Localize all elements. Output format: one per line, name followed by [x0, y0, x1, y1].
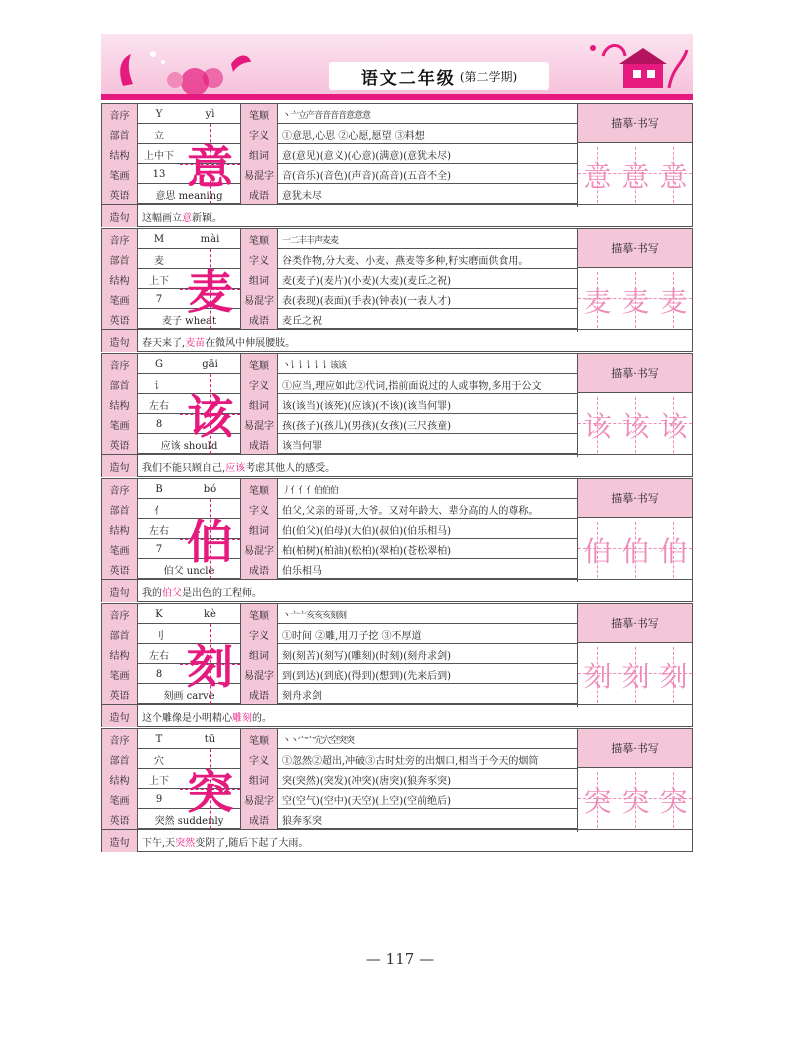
- row-value: 意思 meaning: [155, 190, 223, 202]
- card-row: [102, 229, 577, 249]
- row-label: 英语: [102, 309, 138, 329]
- field-label: 笔顺: [240, 604, 278, 624]
- sentence-text: 变阴了,随后下起了大雨。: [195, 837, 309, 849]
- grid-line: [673, 397, 674, 453]
- sentence-highlight: 意: [182, 212, 192, 224]
- row-value: bó: [203, 483, 217, 495]
- field-label: 组词: [240, 769, 278, 789]
- row-label: 笔画: [102, 289, 138, 309]
- big-character: [180, 499, 240, 579]
- grid-line: [597, 147, 598, 203]
- field-value: 刻舟求剑: [282, 690, 322, 702]
- card-row: [102, 269, 577, 289]
- field-value: 到(到达)(到底)(得到)(想到)(先来后到): [282, 670, 452, 682]
- field-label: 字义: [240, 124, 278, 144]
- sentence-text: 我的: [142, 587, 162, 599]
- field-value: 突(突然)(突发)(冲突)(唐突)(狼奔豕突): [282, 775, 452, 787]
- sentence-text: 我们不能只顾自己,: [142, 462, 226, 474]
- field-value: 丶亠立产音音音音意意意: [282, 110, 371, 121]
- row-label: 造句: [102, 830, 138, 852]
- card-row: [102, 374, 577, 394]
- practice-character: 麦: [659, 285, 688, 318]
- field-label: 笔顺: [240, 479, 278, 499]
- row-label: 音序: [102, 729, 138, 749]
- practice-header: 描摹·书写: [577, 229, 692, 268]
- grid-line: [673, 772, 674, 828]
- house-decoration-icon: [583, 36, 693, 96]
- row-value: 左右: [149, 650, 169, 662]
- card-row: [102, 104, 577, 124]
- row-label: 音序: [102, 104, 138, 124]
- practice-area: [577, 518, 692, 582]
- practice-area: [577, 393, 692, 457]
- sentence-row: [102, 329, 692, 351]
- row-value: 刂: [154, 630, 164, 642]
- practice-character: 麦: [583, 285, 612, 318]
- character-glyph: 该: [187, 390, 233, 444]
- field-value: 空(空气)(空中)(天空)(上空)(空前绝后): [282, 795, 452, 807]
- field-value: 丶丶宀宀宂穴空突突: [282, 735, 355, 746]
- big-character: [180, 249, 240, 329]
- row-label: 造句: [102, 330, 138, 352]
- field-label: 组词: [240, 394, 278, 414]
- grid-line: [597, 397, 598, 453]
- big-character: [180, 374, 240, 454]
- grid-line: [597, 647, 598, 703]
- practice-character: 伯: [659, 535, 688, 568]
- row-value: T: [155, 733, 163, 745]
- character-card: [101, 353, 693, 477]
- field-value: 刻(刻苦)(刻写)(雕刻)(时刻)(刻舟求剑): [282, 650, 452, 662]
- field-label: 易混字: [240, 789, 278, 809]
- practice-character: 突: [659, 785, 688, 818]
- page-subtitle: (第二学期): [459, 69, 518, 84]
- row-value: mài: [200, 233, 220, 245]
- card-row: [102, 624, 577, 644]
- row-label: 音序: [102, 354, 138, 374]
- sentence-text: 春天来了,: [142, 337, 186, 349]
- row-label: 结构: [102, 769, 138, 789]
- field-label: 易混字: [240, 289, 278, 309]
- field-label: 字义: [240, 749, 278, 769]
- field-value: 柏(柏树)(柏油)(松柏)(翠柏)(苍松翠柏): [282, 545, 452, 557]
- card-row: [102, 664, 577, 684]
- row-label: 英语: [102, 559, 138, 579]
- grid-line: [597, 272, 598, 328]
- practice-character: 突: [621, 785, 650, 818]
- field-value: ①意思,心思 ②心愿,愿望 ③料想: [282, 130, 425, 142]
- card-row: [102, 184, 577, 204]
- sentence-highlight: 突然: [175, 837, 196, 849]
- field-value: 麦(麦子)(麦片)(小麦)(大麦)(麦丘之祝): [282, 275, 452, 287]
- row-label: 部首: [102, 624, 138, 644]
- practice-area: [577, 768, 692, 832]
- grid-line: [635, 272, 636, 328]
- field-label: 组词: [240, 519, 278, 539]
- title-box: [329, 62, 549, 90]
- grid-line: [635, 522, 636, 578]
- field-label: 成语: [240, 309, 278, 329]
- field-label: 字义: [240, 624, 278, 644]
- card-row: [102, 309, 577, 329]
- field-value: 谷类作物,分大麦、小麦、燕麦等多种,籽实磨面供食用。: [282, 255, 529, 267]
- field-value: 意犹未尽: [282, 190, 322, 202]
- grid-line: [635, 397, 636, 453]
- row-value: 8: [155, 668, 163, 680]
- practice-character: 麦: [621, 285, 650, 318]
- sentence-row: [102, 704, 692, 726]
- row-value: 麦子 wheat: [161, 315, 217, 327]
- grid-line: [635, 647, 636, 703]
- practice-character: 意: [583, 160, 612, 193]
- practice-character: 刻: [659, 660, 688, 693]
- page-number: — 117 —: [365, 950, 435, 968]
- sentence-highlight: 伯父: [162, 587, 182, 599]
- card-row: [102, 289, 577, 309]
- sentence-text: 新颖。: [192, 212, 222, 224]
- sentence-text: 考虑其他人的感受。: [245, 462, 336, 474]
- practice-area: [577, 143, 692, 207]
- row-label: 英语: [102, 434, 138, 454]
- practice-character: 伯: [621, 535, 650, 568]
- card-row: [102, 414, 577, 434]
- row-value: 13: [152, 168, 166, 180]
- grid-line: [597, 772, 598, 828]
- field-value: ①时间 ②雕,用刀子挖 ③不厚道: [282, 630, 422, 642]
- field-value: 麦丘之祝: [282, 315, 322, 327]
- field-label: 笔顺: [240, 354, 278, 374]
- sentence-row: [102, 454, 692, 476]
- field-label: 成语: [240, 184, 278, 204]
- field-value: 伯乐相马: [282, 565, 322, 577]
- practice-header: 描摹·书写: [577, 729, 692, 768]
- field-value: 该当何罪: [282, 440, 322, 452]
- field-value: 表(表现)(表面)(手表)(钟表)(一表人才): [282, 295, 452, 307]
- row-value: 麦: [154, 255, 164, 267]
- grid-line: [673, 647, 674, 703]
- row-label: 部首: [102, 749, 138, 769]
- row-label: 英语: [102, 184, 138, 204]
- card-row: [102, 749, 577, 769]
- row-label: 结构: [102, 644, 138, 664]
- row-value: 左右: [149, 525, 169, 537]
- character-glyph: 麦: [187, 265, 233, 319]
- row-value: 8: [155, 418, 163, 430]
- sentence-row: [102, 204, 692, 226]
- row-value: 亻: [154, 505, 164, 517]
- row-label: 结构: [102, 144, 138, 164]
- row-value: K: [155, 608, 163, 620]
- header-band: [101, 94, 693, 100]
- row-value: 9: [155, 793, 163, 805]
- field-value: 该(该当)(该死)(应该)(不该)(该当何罪): [282, 400, 452, 412]
- character-glyph: 伯: [187, 515, 233, 569]
- sentence-row: [102, 829, 692, 851]
- card-row: [102, 479, 577, 499]
- grid-line: [673, 147, 674, 203]
- practice-header: 描摹·书写: [577, 604, 692, 643]
- row-value: gāi: [202, 358, 218, 370]
- card-row: [102, 559, 577, 579]
- sentence-text: 下午,天: [142, 837, 176, 849]
- row-label: 音序: [102, 604, 138, 624]
- card-row: [102, 684, 577, 704]
- field-value: ①忽然②超出,冲破③古时灶旁的出烟口,相当于今天的烟筒: [282, 755, 539, 767]
- row-value: 上中下: [144, 150, 174, 162]
- row-label: 结构: [102, 519, 138, 539]
- field-value: 狼奔豕突: [282, 815, 322, 827]
- row-label: 音序: [102, 479, 138, 499]
- field-label: 组词: [240, 269, 278, 289]
- field-label: 字义: [240, 499, 278, 519]
- field-value: 音(音乐)(音色)(声音)(高音)(五音不全): [282, 170, 452, 182]
- field-value: 意(意见)(意义)(心意)(满意)(意犹未尽): [282, 150, 452, 162]
- grid-line: [673, 522, 674, 578]
- row-label: 造句: [102, 205, 138, 227]
- field-label: 成语: [240, 809, 278, 829]
- sentence-row: [102, 579, 692, 601]
- row-value: 穴: [154, 755, 164, 767]
- butterfly-decoration-icon: [103, 40, 253, 96]
- field-label: 笔顺: [240, 104, 278, 124]
- sentence-text: 在微风中伸展腰肢。: [205, 337, 296, 349]
- field-label: 易混字: [240, 539, 278, 559]
- card-row: [102, 644, 577, 664]
- practice-area: [577, 643, 692, 707]
- row-value: 伯父 uncle: [163, 565, 215, 577]
- sentence-value: [138, 205, 688, 227]
- row-value: 7: [155, 293, 163, 305]
- practice-character: 突: [583, 785, 612, 818]
- row-value: 突然 suddenly: [154, 815, 224, 827]
- row-label: 笔画: [102, 789, 138, 809]
- row-label: 英语: [102, 809, 138, 829]
- row-value: 7: [155, 543, 163, 555]
- row-label: 结构: [102, 269, 138, 289]
- practice-header: 描摹·书写: [577, 104, 692, 143]
- field-value: 丶讠讠讠讠讠该该: [282, 360, 347, 371]
- row-label: 造句: [102, 455, 138, 477]
- row-label: 部首: [102, 124, 138, 144]
- field-label: 字义: [240, 249, 278, 269]
- card-row: [102, 769, 577, 789]
- card-row: [102, 604, 577, 624]
- row-label: 造句: [102, 580, 138, 602]
- row-label: 英语: [102, 684, 138, 704]
- card-row: [102, 539, 577, 559]
- practice-character: 伯: [583, 535, 612, 568]
- row-value: B: [155, 483, 163, 495]
- row-value: 上下: [149, 775, 169, 787]
- character-card: [101, 478, 693, 602]
- row-label: 笔画: [102, 664, 138, 684]
- card-row: [102, 789, 577, 809]
- row-value: yì: [205, 108, 215, 120]
- grid-line: [635, 772, 636, 828]
- character-card: [101, 603, 693, 727]
- field-label: 组词: [240, 644, 278, 664]
- field-label: 笔顺: [240, 729, 278, 749]
- row-label: 笔画: [102, 539, 138, 559]
- row-value: 立: [154, 130, 164, 142]
- sentence-text: 这个雕像是小明精心: [142, 712, 232, 724]
- character-card: [101, 103, 693, 227]
- practice-header: 描摹·书写: [577, 354, 692, 393]
- row-value: Y: [155, 108, 163, 120]
- sentence-text: 的。: [252, 712, 272, 724]
- grid-line: [673, 272, 674, 328]
- field-value: 伯(伯父)(伯母)(大伯)(叔伯)(伯乐相马): [282, 525, 452, 537]
- practice-character: 意: [659, 160, 688, 193]
- sentence-value: [138, 580, 688, 602]
- sentence-value: [138, 455, 688, 477]
- page-title: 语文二年级: [360, 68, 456, 89]
- field-label: 成语: [240, 559, 278, 579]
- big-character: [180, 749, 240, 829]
- row-label: 笔画: [102, 164, 138, 184]
- field-value: 丶亠亠亥亥亥刻刻: [282, 610, 347, 621]
- card-row: [102, 729, 577, 749]
- sentence-text: 是出色的工程师。: [182, 587, 262, 599]
- field-label: 组词: [240, 144, 278, 164]
- row-value: 上下: [149, 275, 169, 287]
- card-row: [102, 394, 577, 414]
- card-row: [102, 499, 577, 519]
- field-label: 易混字: [240, 664, 278, 684]
- field-value: 丿亻亻亻伯伯伯: [282, 485, 339, 496]
- big-character: [180, 124, 240, 204]
- card-row: [102, 144, 577, 164]
- card-row: [102, 164, 577, 184]
- row-label: 结构: [102, 394, 138, 414]
- row-value: 左右: [149, 400, 169, 412]
- practice-character: 刻: [583, 660, 612, 693]
- character-glyph: 刻: [187, 640, 233, 694]
- big-character: [180, 624, 240, 704]
- row-value: M: [153, 233, 165, 245]
- row-label: 部首: [102, 499, 138, 519]
- card-row: [102, 354, 577, 374]
- row-value: 应该 should: [160, 440, 218, 452]
- practice-header: 描摹·书写: [577, 479, 692, 518]
- row-label: 造句: [102, 705, 138, 727]
- practice-character: 该: [659, 410, 688, 443]
- practice-character: 刻: [621, 660, 650, 693]
- grid-line: [635, 147, 636, 203]
- row-value: G: [155, 358, 163, 370]
- field-value: ①应当,理应如此②代词,指前面说过的人或事物,多用于公文: [282, 380, 542, 392]
- sentence-highlight: 雕刻: [232, 712, 252, 724]
- field-label: 笔顺: [240, 229, 278, 249]
- sentence-value: [138, 705, 688, 727]
- card-row: [102, 519, 577, 539]
- row-label: 笔画: [102, 414, 138, 434]
- field-value: 伯父,父亲的哥哥,大爷。又对年龄大、辈分高的人的尊称。: [282, 505, 539, 517]
- row-label: 音序: [102, 229, 138, 249]
- card-row: [102, 124, 577, 144]
- card-row: [102, 434, 577, 454]
- row-value: 讠: [154, 380, 164, 392]
- field-label: 成语: [240, 684, 278, 704]
- field-value: 一二丰丰声麦麦: [282, 235, 339, 246]
- field-label: 易混字: [240, 414, 278, 434]
- row-label: 部首: [102, 374, 138, 394]
- field-value: 孩(孩子)(孩儿)(男孩)(女孩)(三尺孩童): [282, 420, 452, 432]
- row-label: 部首: [102, 249, 138, 269]
- practice-character: 该: [583, 410, 612, 443]
- field-label: 易混字: [240, 164, 278, 184]
- practice-character: 意: [621, 160, 650, 193]
- sentence-highlight: 应该: [225, 462, 246, 474]
- character-card: [101, 228, 693, 352]
- row-value: kè: [204, 608, 216, 620]
- card-row: [102, 249, 577, 269]
- character-card: [101, 728, 693, 852]
- sentence-value: [138, 330, 688, 352]
- field-label: 成语: [240, 434, 278, 454]
- field-label: 字义: [240, 374, 278, 394]
- character-glyph: 意: [187, 140, 233, 194]
- card-row: [102, 809, 577, 829]
- row-value: 刻画 carve: [163, 690, 215, 702]
- row-value: tū: [204, 733, 216, 745]
- practice-character: 该: [621, 410, 650, 443]
- grid-line: [597, 522, 598, 578]
- practice-area: [577, 268, 692, 332]
- character-glyph: 突: [187, 765, 233, 819]
- sentence-text: 这幅画立: [142, 212, 182, 224]
- sentence-highlight: 麦苗: [185, 337, 206, 349]
- sentence-value: [138, 830, 688, 852]
- header-banner: [101, 34, 693, 100]
